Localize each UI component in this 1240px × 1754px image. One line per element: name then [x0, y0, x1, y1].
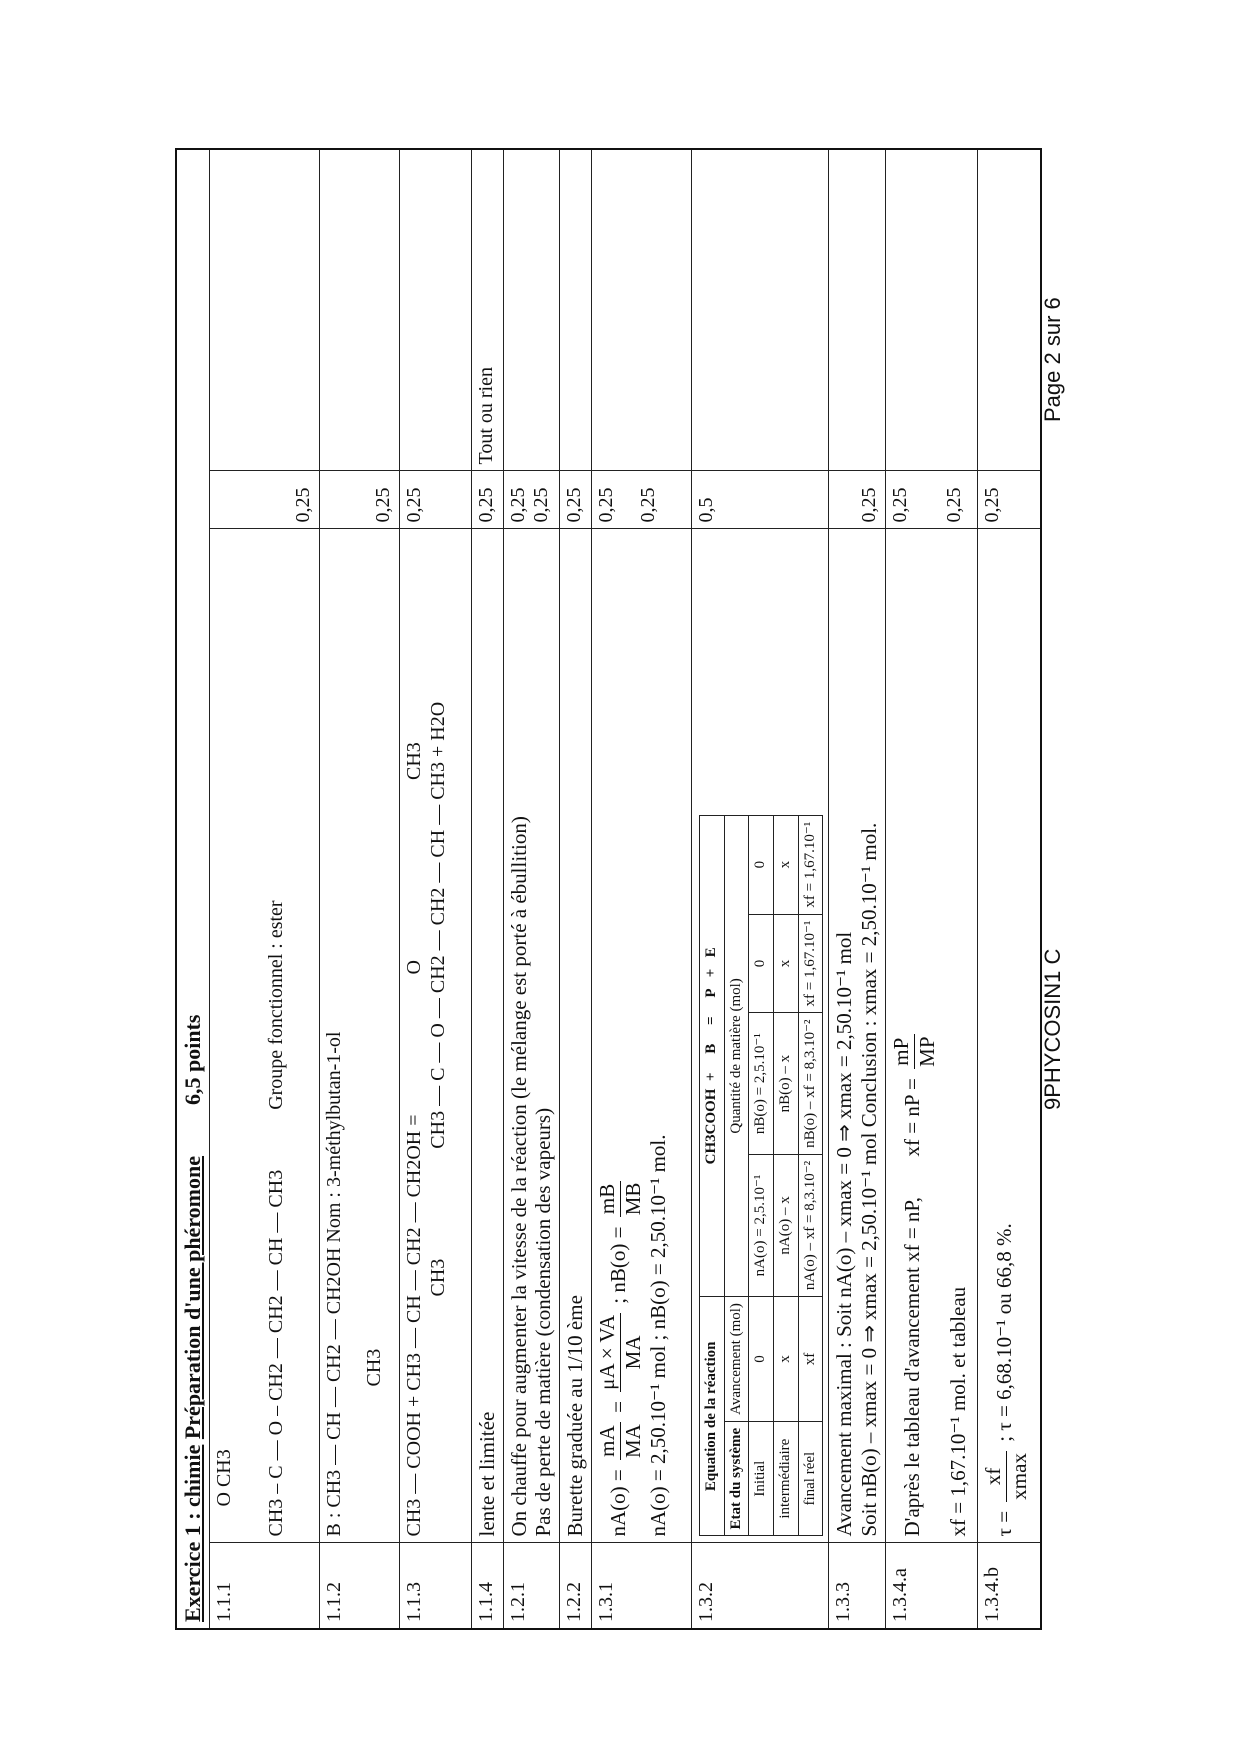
- row-1-3-2: 1.3.2 Equation de la réaction CH3COOH + B = P + E Etat du système Avancement (mol) Quantité de matière (mol) Initial 0 nA(o) = 2,5.10⁻¹ nB(o) = 2,5.10⁻¹ 0 0 intermédiaire x nA(o) – x nB(o) – x x x final réel xf nA(o) – xf = 8,3.10⁻² nB(o) – xf = 8,3.10⁻² xf = 1,67.10⁻¹ xf = 1,67.10⁻¹ 0,5: [692, 149, 829, 1629]
- advancement-table: [699, 815, 823, 1537]
- points-total: 6,5 points: [180, 1014, 205, 1105]
- row-1-1-1: 1.1.1 O CH3 CH3 – C — O – CH2 — CH2 — CH — CH3 Groupe fonctionnel : ester 0,25: [209, 149, 319, 1629]
- equation-header-row: Equation de la réaction CH3COOH + B = P + E: [700, 815, 725, 1536]
- row-1-3-4-a: 1.3.4.a D'après le tableau d'avancement xf = nP, xf = nP = mP MP xf = 1,67.10⁻¹ mol. et tableau 0,25 0,25: [885, 149, 977, 1629]
- table-row: final réel xf nA(o) – xf = 8,3.10⁻² nB(o) – xf = 8,3.10⁻² xf = 1,67.10⁻¹ xf = 1,67.10⁻¹: [798, 815, 823, 1536]
- esterification-equation: CH3 — COOH + CH3 — CH — CH2 — CH2OH = O CH3 CH3 CH3 — C — O — CH2 — CH2 — CH — CH3 + H2O: [399, 529, 471, 1543]
- table-row: Initial 0 nA(o) = 2,5.10⁻¹ nB(o) = 2,5.10⁻¹ 0 0: [749, 815, 774, 1536]
- ester-formula: O CH3 CH3 – C — O – CH2 — CH2 — CH — CH3 Groupe fonctionnel : ester: [209, 529, 319, 1543]
- column-header-row: Etat du système Avancement (mol) Quantité de matière (mol): [724, 815, 749, 1536]
- grading-remark: Tout ou rien: [471, 149, 503, 471]
- functional-group: Groupe fonctionnel : ester: [264, 900, 287, 1110]
- row-1-1-4: 1.1.4 lente et limitée 0,25 Tout ou rien: [471, 149, 503, 1629]
- row-1-3-4-b: 1.3.4.b τ = xf xmax ; τ = 6,68.10⁻¹ ou 66,8 %. 0,25: [977, 149, 1041, 1629]
- exercise-title-row: [176, 149, 209, 1629]
- rotated-answer-sheet: [175, 150, 1095, 1630]
- initial-quantities: nA(o) = mA MA = μA × VA MA ; nB(o) = mB MB nA(o) = 2,50.10⁻¹ mol ; nB(o) = 2,50.10⁻¹ mol.: [592, 529, 692, 1543]
- page-number: Page 2 sur 6: [1040, 297, 1065, 422]
- document-code: 9PHYCOSIN1 C: [1040, 948, 1065, 1110]
- grading-table: [175, 148, 1042, 1630]
- row-1-2-2: 1.2.2 Burette graduée au 1/10 ème 0,25: [560, 149, 592, 1629]
- row-1-3-1: 1.3.1 nA(o) = mA MA = μA × VA MA ; nB(o) = mB MB nA(o) = 2,50.10⁻¹ mol ; nB(o) = 2,50.10⁻¹ mol. 0,25 0,25: [592, 149, 692, 1629]
- row-1-2-1: 1.2.1 On chauffe pour augmenter la vitesse de la réaction (le mélange est porté à ébullition) Pas de perte de matière (condensation des vapeurs) 0,25 0,25: [503, 149, 560, 1629]
- row-1-1-2: 1.1.2 B : CH3 — CH — CH2 — CH2OH Nom : 3-méthylbutan-1-ol CH3 0,25: [319, 149, 399, 1629]
- alcohol-formula: B : CH3 — CH — CH2 — CH2OH Nom : 3-méthylbutan-1-ol CH3: [319, 529, 399, 1543]
- exercise-title: Exercice 1 : chimie Préparation d'une phéromone 6,5 points: [176, 149, 209, 1629]
- row-1-3-3: 1.3.3 Avancement maximal : Soit nA(o) – xmax = 0 ⇒ xmax = 2,50.10⁻¹ mol Soit nB(o) – xmax = 0 ⇒ xmax = 2,50.10⁻¹ mol Conclusion : xmax = 2,50.10⁻¹ mol. 0,25: [829, 149, 886, 1629]
- row-1-1-3: 1.1.3 CH3 — COOH + CH3 — CH — CH2 — CH2OH = O CH3 CH3 CH3 — C — O — CH2 — CH2 — CH — CH3 + H2O 0,25: [399, 149, 471, 1629]
- table-row: intermédiaire x nA(o) – x nB(o) – x x x: [774, 815, 799, 1536]
